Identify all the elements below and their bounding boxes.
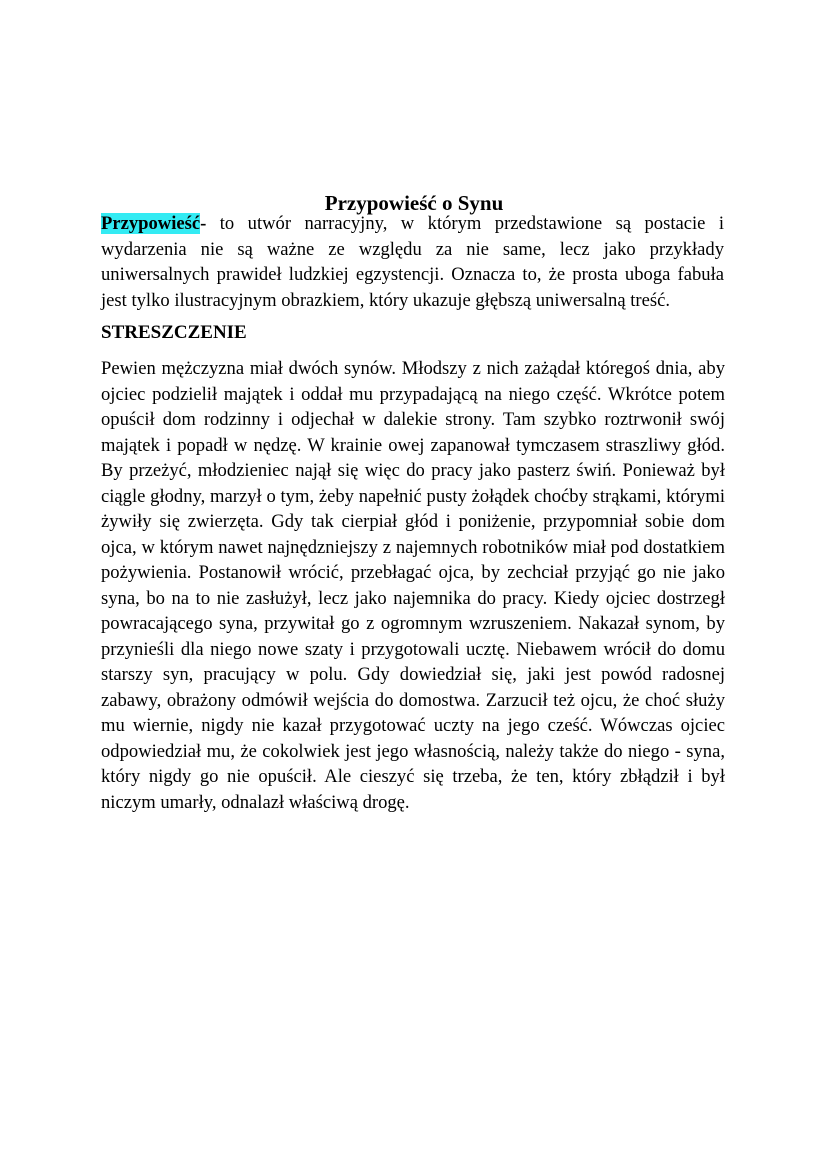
highlighted-term: Przypowieść xyxy=(101,213,201,234)
section-heading: STRESZCZENIE xyxy=(101,322,247,343)
document-title: Przypowieść o Synu xyxy=(324,191,504,216)
term-dash: - xyxy=(200,213,207,234)
definition-paragraph xyxy=(101,211,724,313)
summary-paragraph: Pewien mężczyzna miał dwóch synów. Młodszy z nich zażądał któregoś dnia, aby ojciec podzielił majątek i oddał mu przypadającą na niego część. Wkrótce potem opuścił dom rodzinny i odjechał w dalekie strony. Tam szybko roztrwonił swój majątek i popadł w nędzę. W krainie owej zapanował tymczasem straszliwy głód. By przeżyć, młodzieniec najął się więc do pracy jako pasterz świń. Ponieważ był ciągle głodny, marzył o tym, żeby napełnić pusty żołądek choćby strąkami, którymi żywiły się zwierzęta. Gdy tak cierpiał głód i poniżenie, przypomniał sobie dom ojca, w którym nawet najnędzniejszy z najemnych robotników miał pod dostatkiem pożywienia. Postanowił wrócić, przebłagać ojca, by zechciał przyjąć go nie jako syna, bo na to nie zasłużył, lecz jako najemnika do pracy. Kiedy ojciec dostrzegł powracającego syna, przywitał go z ogromnym wzruszeniem. Nakazał synom, by przynieśli dla niego nowe szaty i przygotowali ucztę. Niebawem wrócił do domu starszy syn, pracujący w polu. Gdy dowiedział się, jaki jest powód radosnej zabawy, obrażony odmówił wejścia do domostwa. Zarzucił też ojcu, że choć służy mu wiernie, nigdy nie kazał przygotować uczty na jego cześć. Wówczas ojciec odpowiedział mu, że cokolwiek jest jego własnością, należy także do niego - syna, który nigdy go nie opuścił. Ale cieszyć się trzeba, że ten, który zbłądził i był niczym umarły, odnalazł właściwą drogę. xyxy=(101,358,725,813)
definition-text: to utwór narracyjny, w którym przedstawione są postacie i wydarzenia nie są ważne ze względu za nie same, lecz jako przykłady uniwersalnych prawideł ludzkiej egzystencji. Oznacza to, że prosta uboga fabuła jest tylko ilustracyjnym obrazkiem, który ukazuje głębszą uniwersalną treść. xyxy=(101,213,724,311)
